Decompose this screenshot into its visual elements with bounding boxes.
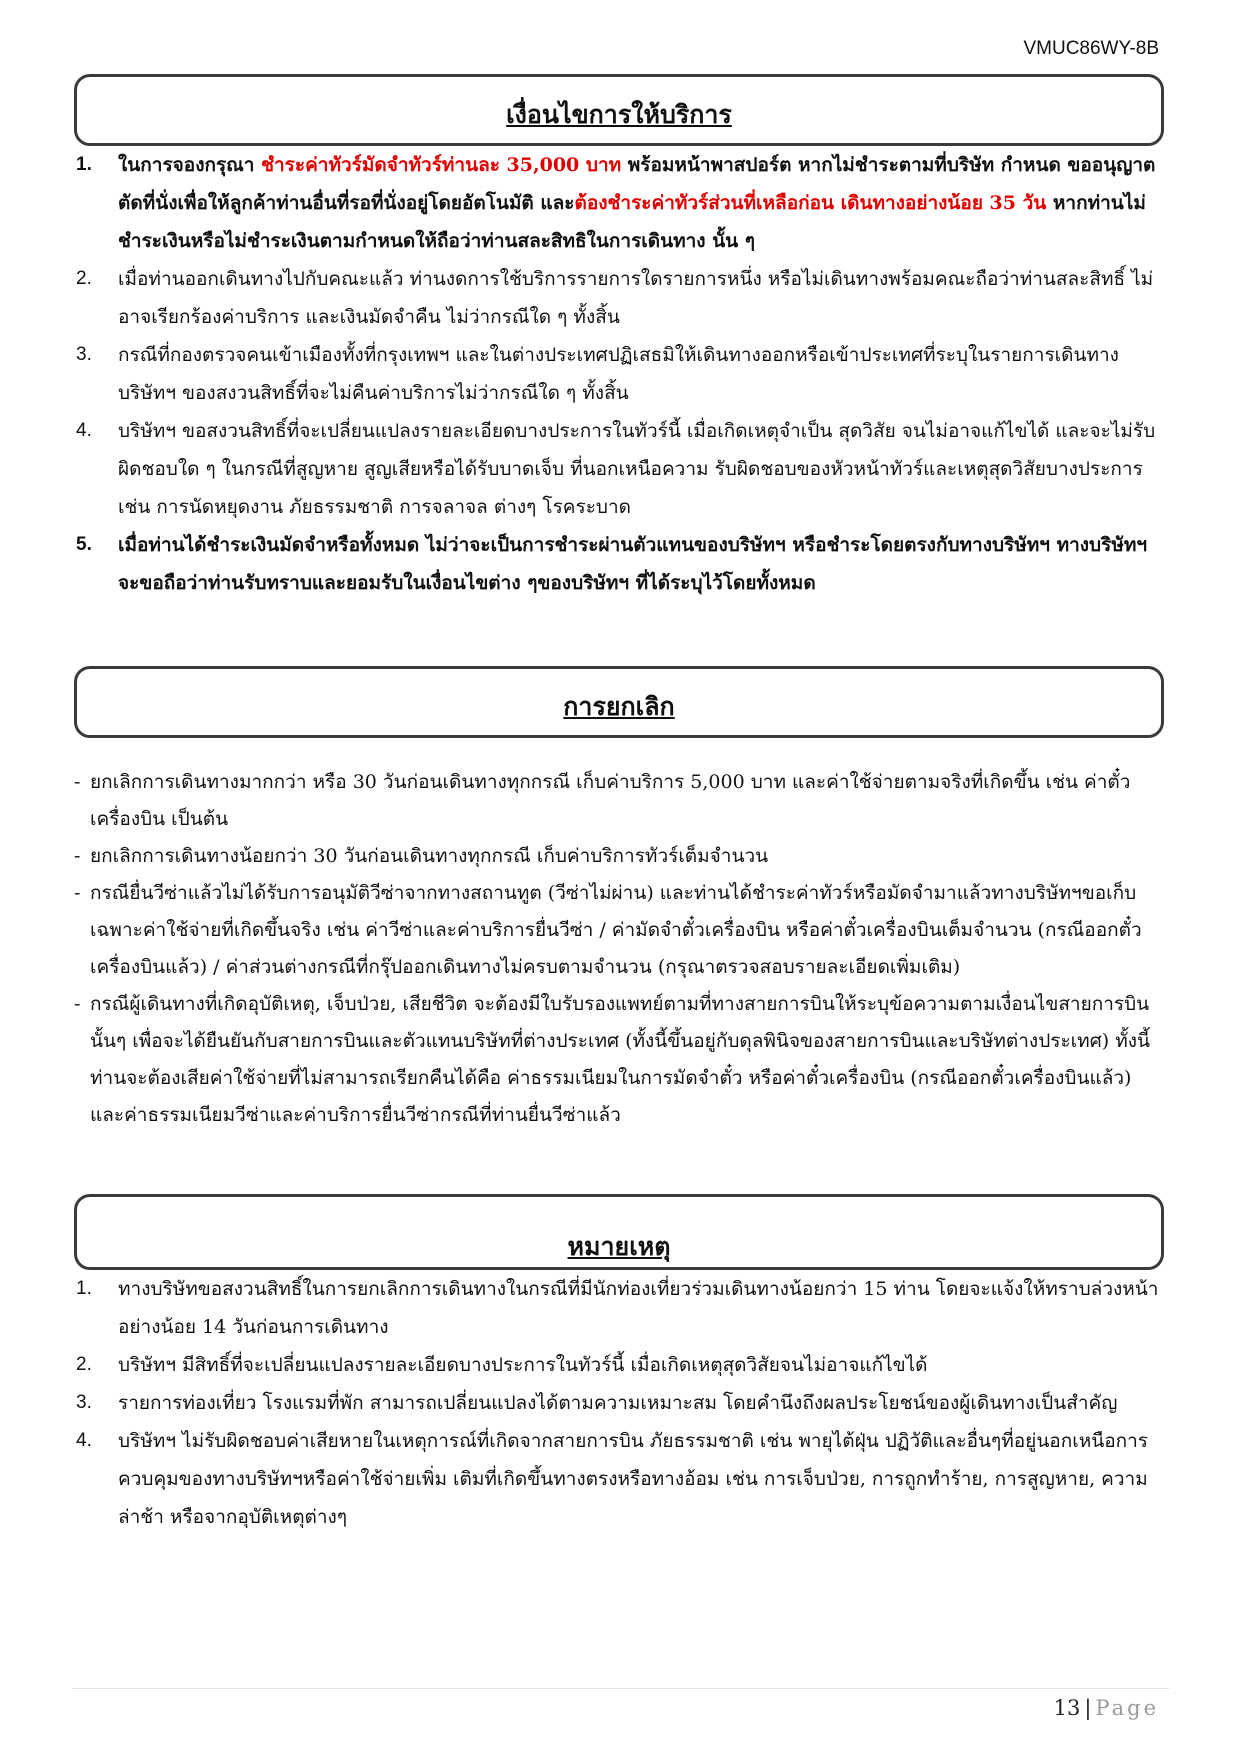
item-text: บริษัทฯ มีสิทธิ์ที่จะเปลี่ยนแปลงรายละเอียดบางประการในทัวร์นี้ เมื่อเกิดเหตุสุดวิสัยจนไม่อาจแก้ไขได้ bbox=[118, 1354, 928, 1376]
item-text-part: ในการจองกรุณา bbox=[118, 154, 262, 176]
item-text: ทางบริษัทขอสงวนสิทธิ์ในการยกเลิกการเดินทางในกรณีที่มีนักท่องเที่ยวร่วมเดินทางน้อยกว่า 15 ท่าน โดยจะแจ้งให้ทราบล่วงหน้าอย่างน้อย 14 วันก่อนการเดินทาง bbox=[118, 1278, 1159, 1338]
remarks-item-2 bbox=[72, 1346, 1168, 1384]
item-text: ยกเลิกการเดินทางมากกว่า หรือ 30 วันก่อนเดินทางทุกกรณี เก็บค่าบริการ 5,000 บาท และค่าใช้จ่ายตามจริงที่เกิดขึ้น เช่น ค่าตั๋วเครื่องบิน เป็นต้น bbox=[90, 771, 1131, 830]
conditions-header-box bbox=[74, 74, 1164, 146]
conditions-list bbox=[72, 146, 1168, 602]
remarks-title: หมายเหตุ bbox=[567, 1232, 671, 1261]
item-text: บริษัทฯ ไม่รับผิดชอบค่าเสียหายในเหตุการณ์ที่เกิดจากสายการบิน ภัยธรรมชาติ เช่น พายุไต้ฝุ่น ปฏิวัติและอื่นๆที่อยู่นอกเหนือการควบคุมของทางบริษัทฯหรือค่าใช้จ่ายเพิ่ม เติมที่เกิดขึ้นทางตรงหรือทางอ้อม เช่น การเจ็บป่วย, การถูกทำร้าย, การสูญหาย, ความล่าช้า หรือจากอุบัติเหตุต่างๆ bbox=[118, 1430, 1149, 1528]
item-number: 3. bbox=[76, 344, 92, 365]
item-number: 1. bbox=[76, 154, 92, 175]
conditions-title: เงื่อนไขการให้บริการ bbox=[506, 100, 732, 129]
item-text-part: หากท่านไม่ชำระเงินหรือไม่ชำระเงินตามกำหนดให้ถือว่าท่านสละสิทธิในการเดินทาง นั้น ๆ bbox=[118, 192, 1146, 252]
conditions-item-2 bbox=[72, 260, 1168, 336]
page-number bbox=[1054, 1696, 1159, 1720]
item-text: รายการท่องเที่ยว โรงแรมที่พัก สามารถเปลี่ยนแปลงได้ตามความเหมาะสม โดยคำนึงถึงผลประโยชน์ของผู้เดินทางเป็นสำคัญ bbox=[118, 1392, 1118, 1414]
item-text: บริษัทฯ ขอสงวนสิทธิ์ที่จะเปลี่ยนแปลงรายละเอียดบางประการในทัวร์นี้ เมื่อเกิดเหตุจำเป็น สุดวิสัย จนไม่อาจแก้ไขได้ และจะไม่รับผิดชอบใด ๆ ในกรณีที่สูญหาย สูญเสียหรือได้รับบาดเจ็บ ที่นอกเหนือความ รับผิดชอบของหัวหน้าทัวร์และเหตุสุดวิสัยบางประการเช่น การนัดหยุดงาน ภัยธรรมชาติ การจลาจล ต่างๆ โรคระบาด bbox=[118, 420, 1156, 518]
conditions-item-3 bbox=[72, 336, 1168, 412]
item-number: 3. bbox=[76, 1392, 92, 1413]
document-code: VMUC86WY-8B bbox=[1023, 38, 1159, 59]
remarks-list bbox=[72, 1270, 1168, 1536]
remarks-item-3 bbox=[72, 1384, 1168, 1422]
item-text: เมื่อท่านออกเดินทางไปกับคณะแล้ว ท่านงดการใช้บริการรายการใดรายการหนึ่ง หรือไม่เดินทางพร้อมคณะถือว่าท่านสละสิทธิ์ ไม่อาจเรียกร้องค่าบริการ และเงินมัดจำคืน ไม่ว่ากรณีใด ๆ ทั้งสิ้น bbox=[118, 268, 1154, 328]
item-number: 4. bbox=[76, 1430, 92, 1451]
item-number: 1. bbox=[76, 1278, 92, 1299]
deposit-highlight: ชำระค่าทัวร์มัดจำทัวร์ท่านละ 35,000 บาท bbox=[261, 154, 622, 176]
cancellation-title: การยกเลิก bbox=[563, 692, 675, 721]
cancellation-item bbox=[72, 875, 1168, 986]
item-text: กรณียื่นวีซ่าแล้วไม่ได้รับการอนุมัติวีซ่าจากทางสถานทูต (วีซ่าไม่ผ่าน) และท่านได้ชำระค่าทัวร์หรือมัดจำมาแล้วทางบริษัทฯขอเก็บเฉพาะค่าใช้จ่ายที่เกิดขึ้นจริง เช่น ค่าวีซ่าและค่าบริการยื่นวีซ่า / ค่ามัดจำตั๋วเครื่องบิน หรือค่าตั๋วเครื่องบินเต็มจำนวน (กรณีออกตั๋วเครื่องบินแล้ว) / ค่าส่วนต่างกรณีที่กรุ๊ปออกเดินทางไม่ครบตามจำนวน (กรุณาตรวจสอบรายละเอียดเพิ่มเติม) bbox=[90, 882, 1142, 978]
cancellation-item bbox=[72, 838, 1168, 875]
page-separator: | bbox=[1084, 1696, 1092, 1720]
bullet-dash: - bbox=[74, 993, 81, 1015]
remarks-item-1 bbox=[72, 1270, 1168, 1346]
item-number: 4. bbox=[76, 420, 92, 441]
page-number-value: 13 bbox=[1053, 1696, 1081, 1720]
item-text: กรณีผู้เดินทางที่เกิดอุบัติเหตุ, เจ็บป่วย, เสียชีวิต จะต้องมีใบรับรองแพทย์ตามที่ทางสายการบินให้ระบุข้อความตามเงื่อนไขสายการบินนั้นๆ เพื่อจะได้ยืนยันกับสายการบินและตัวแทนบริษัทที่ต่างประเทศ (ทั้งนี้ขึ้นอยู่กับดุลพินิจของสายการบินและบริษัทต่างประเทศ) ทั้งนี้ท่านจะต้องเสียค่าใช้จ่ายที่ไม่สามารถเรียกคืนได้คือ ค่าธรรมเนียมในการมัดจำตั๋ว หรือค่าตั๋วเครื่องบิน (กรณีออกตั๋วเครื่องบินแล้ว) และค่าธรรมเนียมวีซ่าและค่าบริการยื่นวีซ่ากรณีที่ท่านยื่นวีซ่าแล้ว bbox=[90, 993, 1150, 1126]
cancellation-item bbox=[72, 986, 1168, 1134]
item-number: 5. bbox=[76, 534, 92, 555]
cancellation-header-box bbox=[74, 666, 1164, 738]
item-text-part: พร้อมหน้าพาสปอร์ต หากไม่ชำระตามที่บริษัท กำหนด ขออนุญาตตัดที่นั่งเพื่อให้ลูกค้าท่านอื่นที่รอที่นั่งอยู่โดยอัตโนมัติ และ bbox=[118, 154, 1156, 214]
conditions-item-4 bbox=[72, 412, 1168, 526]
remarks-item-4 bbox=[72, 1422, 1168, 1536]
item-text: กรณีที่กองตรวจคนเข้าเมืองทั้งที่กรุงเทพฯ และในต่างประเทศปฏิเสธมิให้เดินทางออกหรือเข้าประเทศที่ระบุในรายการเดินทาง บริษัทฯ ของสงวนสิทธิ์ที่จะไม่คืนค่าบริการไม่ว่ากรณีใด ๆ ทั้งสิ้น bbox=[118, 344, 1119, 404]
bullet-dash: - bbox=[74, 882, 81, 904]
bullet-dash: - bbox=[74, 771, 81, 793]
item-number: 2. bbox=[76, 1354, 92, 1375]
conditions-item-1 bbox=[72, 146, 1168, 260]
cancellation-item bbox=[72, 764, 1168, 838]
balance-highlight: ต้องชำระค่าทัวร์ส่วนที่เหลือก่อน เดินทางอย่างน้อย 35 วัน bbox=[574, 192, 1047, 214]
remarks-header-box bbox=[74, 1194, 1164, 1270]
cancellation-list bbox=[72, 764, 1168, 1134]
bullet-dash: - bbox=[74, 845, 81, 867]
footer-divider bbox=[72, 1688, 1169, 1689]
conditions-item-5 bbox=[72, 526, 1168, 602]
page-word: Page bbox=[1095, 1696, 1159, 1720]
item-text: ยกเลิกการเดินทางน้อยกว่า 30 วันก่อนเดินทางทุกกรณี เก็บค่าบริการทัวร์เต็มจำนวน bbox=[90, 845, 769, 867]
item-text: เมื่อท่านได้ชำระเงินมัดจำหรือทั้งหมด ไม่ว่าจะเป็นการชำระผ่านตัวแทนของบริษัทฯ หรือชำระโดยตรงกับทางบริษัทฯ ทางบริษัทฯ จะขอถือว่าท่านรับทราบและยอมรับในเงื่อนไขต่าง ๆของบริษัทฯ ที่ได้ระบุไว้โดยทั้งหมด bbox=[118, 534, 1148, 594]
item-number: 2. bbox=[76, 268, 92, 289]
